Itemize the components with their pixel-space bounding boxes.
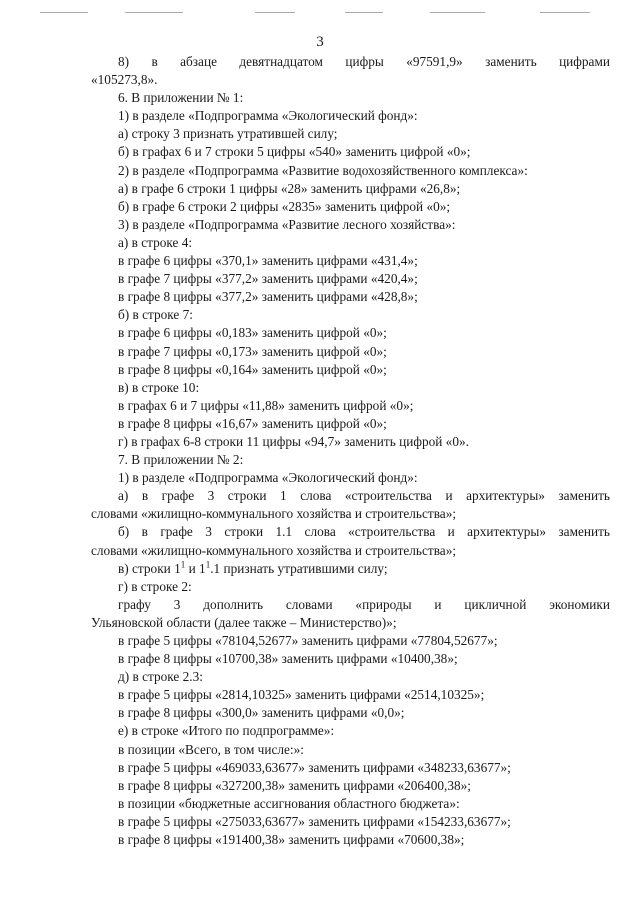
document-line: 7. В приложении № 2:	[118, 452, 244, 468]
document-line: 1) в разделе «Подпрограмма «Экологический фонд»:	[118, 108, 418, 124]
document-line: в графе 5 цифры «275033,63677» заменить цифрами «154233,63677»;	[118, 813, 511, 829]
superscript: 1	[205, 559, 211, 570]
document-line: 3) в разделе «Подпрограмма «Развитие лесного хозяйства»:	[118, 216, 456, 232]
document-line: г) в строке 2:	[118, 578, 192, 594]
superscript: 1	[180, 559, 186, 570]
document-line: словами «жилищно-коммунального хозяйства и строительства»;	[91, 506, 457, 522]
scan-artifact	[540, 12, 590, 13]
line-text: .1 признать утратившими силу;	[210, 560, 388, 576]
document-line: в графе 7 цифры «0,173» заменить цифрой «0»;	[118, 343, 387, 359]
document-line: в графе 8 цифры «300,0» заменить цифрами «0,0»;	[118, 705, 405, 721]
document-line: б) в строке 7:	[118, 307, 193, 323]
document-line: «105273,8».	[91, 72, 158, 88]
document-line: в графе 8 цифры «0,164» заменить цифрой «0»;	[118, 361, 387, 377]
document-line: в графах 6 и 7 цифры «11,88» заменить цифрой «0»;	[118, 397, 414, 413]
document-line: а) в графе 3 строки 1 слова «строительства и архитектуры» заменить	[118, 488, 610, 504]
document-line: в графе 8 цифры «327200,38» заменить цифрами «206400,38»;	[118, 777, 471, 793]
document-line: 8) в абзаце девятнадцатом цифры «97591,9» заменить цифрами	[118, 54, 610, 69]
scan-artifact	[430, 12, 485, 13]
document-line: графу 3 дополнить словами «природы и цикличной экономики	[118, 596, 610, 612]
document-line: г) в графах 6-8 строки 11 цифры «94,7» заменить цифрой «0».	[118, 433, 469, 449]
document-line: в позиции «Всего, в том числе:»:	[118, 741, 304, 757]
line-text: и 1	[185, 560, 206, 576]
document-line: словами «жилищно-коммунального хозяйства и строительства»;	[91, 542, 457, 558]
document-body	[91, 53, 610, 849]
scan-artifact	[345, 12, 383, 13]
document-line: 2) в разделе «Подпрограмма «Развитие водохозяйственного комплекса»:	[118, 162, 528, 178]
page-number: 3	[316, 34, 324, 50]
document-line: Ульяновской области (далее также – Министерство)»;	[91, 614, 397, 630]
document-line: б) в графе 3 строки 1.1 слова «строительства и архитектуры» заменить	[118, 524, 610, 540]
document-line	[118, 560, 610, 578]
document-line: в) в строке 10:	[118, 379, 200, 395]
document-line: е) в строке «Итого по подпрограмме»:	[118, 723, 335, 739]
document-line: в графе 6 цифры «0,183» заменить цифрой «0»;	[118, 325, 387, 341]
document-line: б) в графах 6 и 7 строки 5 цифры «540» заменить цифрой «0»;	[118, 144, 471, 160]
line-text: в) строки 1	[118, 560, 181, 576]
document-line: б) в графе 6 строки 2 цифры «2835» заменить цифрой «0»;	[118, 198, 451, 214]
document-line: а) в графе 6 строки 1 цифры «28» заменить цифрами «26,8»;	[118, 180, 461, 196]
document-line: в графе 8 цифры «191400,38» заменить цифрами «70600,38»;	[118, 832, 465, 848]
scan-artifact	[125, 12, 183, 13]
document-line: в графе 6 цифры «370,1» заменить цифрами «431,4»;	[118, 253, 418, 269]
document-line: в графе 5 цифры «2814,10325» заменить цифрами «2514,10325»;	[118, 687, 485, 703]
document-line: 1) в разделе «Подпрограмма «Экологический фонд»:	[118, 470, 418, 486]
scan-artifact	[255, 12, 295, 13]
document-line: а) в строке 4:	[118, 234, 193, 250]
document-line: в графе 8 цифры «10700,38» заменить цифрами «10400,38»;	[118, 651, 458, 667]
document-line: а) строку 3 признать утратившей силу;	[118, 126, 338, 142]
scan-artifact	[40, 12, 88, 13]
document-line: в позиции «бюджетные ассигнования областного бюджета»:	[118, 795, 460, 811]
document-line: в графе 8 цифры «377,2» заменить цифрами «428,8»;	[118, 289, 418, 305]
document-line: в графе 8 цифры «16,67» заменить цифрой «0»;	[118, 415, 387, 431]
document-line: в графе 5 цифры «469033,63677» заменить цифрами «348233,63677»;	[118, 759, 511, 775]
document-line: д) в строке 2.3:	[118, 669, 203, 685]
document-line: в графе 5 цифры «78104,52677» заменить цифрами «77804,52677»;	[118, 633, 498, 648]
document-line: в графе 7 цифры «377,2» заменить цифрами «420,4»;	[118, 271, 418, 287]
document-line: 6. В приложении № 1:	[118, 90, 244, 106]
